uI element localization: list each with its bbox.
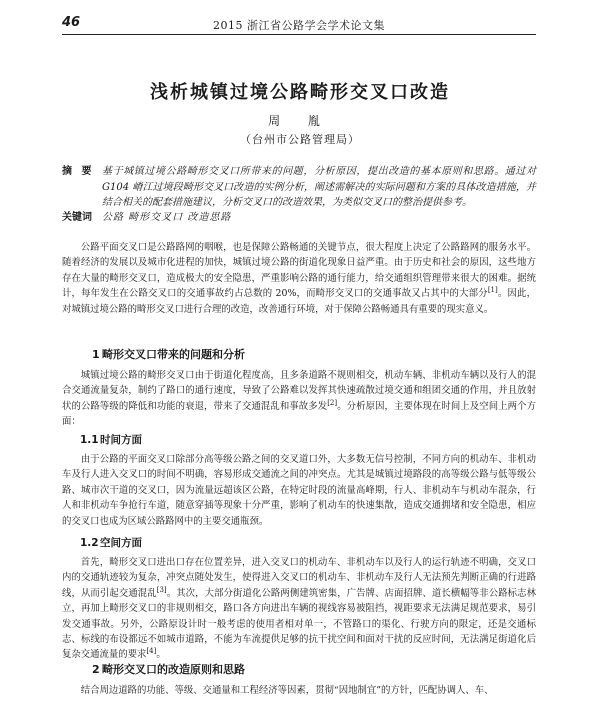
intro-section <box>62 240 536 317</box>
citation: [2] <box>327 398 338 407</box>
abstract-label: 摘 要 <box>62 166 95 177</box>
section-1-2-paragraph: 首先，畸形交叉口进出口存在位置差异，进入交叉口的机动车、非机动车以及行人的运行轨迹不明确，交叉口内的交通轨迹较为复杂，冲突点随处发生，使得进入交叉口的机动车、非机动车及行人无法预先判断正确的行进路线，从而引起交通混乱[3]。其次，大部分街道化公路两侧建筑密集，广告牌、店面招牌、道长横幅等非公路标志林立，再加上畸形交叉口的非规则相交，路口各方向进出车辆的视线容易被阻挡，视距要求无法满足规范要求，易引发交通事故。另外，公路原设计时一般考虑的使用者相对单一，不管路口的渠化、行驶方向的限定，还是交通标志、标线的布设都远不如城市道路，不能为车流提供足够的抗干扰空间和面对干扰的反应时间，无法满足街道化后复杂交通流量的要求[4]。 <box>62 557 536 661</box>
author-name: 周 胤 <box>268 114 332 128</box>
section-1-2-body <box>62 555 536 663</box>
section-1-body <box>62 368 536 430</box>
section-2-paragraph: 结合周边道路的功能、等级、交通量和工程经济等因素，贯彻“因地制宜”的方针，匹配协调人、车、 <box>80 685 494 696</box>
keywords-label: 关键词 <box>62 212 92 223</box>
journal-title: 2015 浙江省公路学会学术论文集 <box>213 19 385 32</box>
section-1-heading: 1 畸形交叉口带来的问题和分析 <box>92 348 245 361</box>
paper-title: 浅析城镇过境公路畸形交叉口改造 <box>150 82 450 103</box>
author-affiliation: （台州市公路管理局） <box>240 133 360 146</box>
section-1-1-paragraph: 由于公路的平面交叉口除部分高等级公路之间的交叉道口外，大多数无信号控制，不同方向的机动车、非机动车及行人进入交叉口的时间不明确，容易形成交通流之间的冲突点。尤其是城镇过境路段的高等级公路与低等级公路、城市次干道的交叉口，因为流量远超该区公路，在特定时段的流量高峰期，行人、非机动车与机动车混杂，行人和非机动车争抢行车道，随意穿插等现象十分严重，影响了机动车的快速集散，造成交通拥堵和安全隐患，相应的交叉口也成为区域公路路网中的主要交通瓶颈。 <box>62 454 536 527</box>
abstract-text: 基于城镇过境公路畸形交叉口所带来的问题，分析原因，提出改造的基本原则和思路。通过对G104 嵴江过境段畸形交叉口改造的实例分析，阐述需解决的实际问题和方案的具体改造措施，并结合相关的配套措施建议，分析交叉口的改造效果，为类似交叉口的整治提供参考。 <box>102 166 536 208</box>
citation: [3] <box>156 585 167 594</box>
abstract-block <box>62 164 536 211</box>
section-2-heading: 2 畸形交叉口的改造原则和思路 <box>92 663 245 676</box>
section-2-body <box>62 683 536 698</box>
section-1-paragraph: 城镇过境公路的畸形交叉口由于街道化程度高，且多条道路不规则相交，机动车辆、非机动车辆以及行人的混合交通流量复杂，制约了路口的通行速度，导致了公路难以发挥其快速疏散过境交通和组团交通的作用，并且放射状的公路等级的降低和功能的衰退，带来了交通混乱和事故多发[2]。分析原因，主要体现在时间上及空间上两个方面： <box>62 370 536 428</box>
citation: [4] <box>146 647 157 656</box>
section-1-2-heading: 1.2空间方面 <box>80 537 142 549</box>
page-number: 46 <box>62 15 81 30</box>
keywords-text: 公路 畸形交叉口 改造思路 <box>102 212 232 223</box>
section-1-1-heading: 1.1时间方面 <box>80 434 142 446</box>
intro-paragraph: 公路平面交叉口是公路路网的咽喉，也是保障公路畅通的关键节点，很大程度上决定了公路路网的服务水平。随着经济的发展以及城市化进程的加快，城镇过境公路的街道化现象日益严重。由于历史和社会的原因，这些地方存在大量的畸形交叉口，造成极大的安全隐患，严重影响公路的通行能力，给交通组织管理带来很大的困难。据统计，每年发生在公路交叉口的交通事故约占总数的 20%，而畸形交叉口的交通事故又占其中的大部分[1]。因此，对城镇过境公路的畸形交叉口进行合理的改造，改善通行环境，对于保障公路畅通具有重要的现实意义。 <box>62 242 536 315</box>
keywords-block <box>62 210 536 225</box>
citation: [1] <box>487 286 498 295</box>
running-header <box>62 14 536 35</box>
section-1-1-body <box>62 452 536 529</box>
